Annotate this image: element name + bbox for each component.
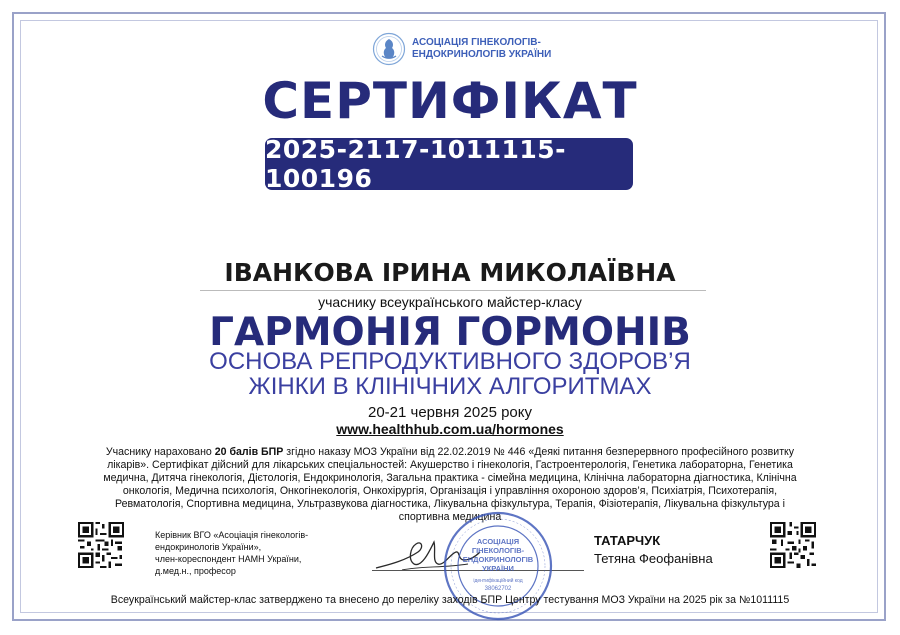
head-line-4: д.мед.н., професор [155, 566, 236, 576]
stamp-center-4: УКРАЇНИ [482, 564, 514, 573]
course-subtitle [0, 349, 900, 399]
signer-name: Тетяна Феофанівна [594, 551, 713, 566]
course-title: ГАРМОНІЯ ГОРМОНІВ [209, 310, 691, 355]
stamp-center-3: ЕНДОКРИНОЛОГІВ [462, 555, 534, 564]
course-url[interactable]: www.healthhub.com.ua/hormones [336, 421, 564, 437]
certificate-number: 2025-2117-1011115-100196 [265, 135, 567, 193]
stamp-center-1: АСОЦІАЦІЯ [476, 537, 520, 546]
head-of-association-info [155, 529, 330, 577]
course-subtitle-line-2: ЖІНКИ В КЛІНІЧНИХ АЛГОРИТМАХ [248, 373, 652, 400]
name-divider [200, 290, 706, 291]
signer-surname: ТАТАРЧУК [594, 533, 661, 548]
footer-approval-note: Всеукраїнський майстер-клас затверджено та внесено до переліку заходів БПР Центру тестування МОЗ України на 2025 рік за №1011115 [110, 594, 790, 606]
certificate-number-badge [265, 135, 633, 193]
association-emblem-icon [372, 32, 406, 66]
head-line-3: член-кореспондент НАМН України, [155, 554, 302, 564]
association-logo [372, 32, 551, 66]
stamp-center-2: ГІНЕКОЛОГІВ- [471, 546, 525, 555]
course-subtitle-line-1: ОСНОВА РЕПРОДУКТИВНОГО ЗДОРОВ’Я [209, 348, 691, 375]
course-date: 20-21 червня 2025 року [367, 404, 533, 421]
head-line-2: ендокринологів України», [155, 542, 262, 552]
qr-code-left[interactable] [78, 522, 124, 568]
body-rest: згідно наказу МОЗ України від 22.02.2019 № 446 «Деякі питання безперервного професійного розвитку лікарів». Сертифікат дійсний для лікарських спеціальностей: Акушерство і гінекологія, Гастроентерологія, Генетика лабораторна, Генетика медична, Дитяча гінекологія, Дієтологія, Ендокринологія, Загальна практика - сімейна медицина, Клінічна лабораторна діагностика, Клінічна онкологія, Медична психологія, Онкогінекологія, Онкохірургія, Організація і управління охороною здоров’я, Психіатрія, Психотерапія, Ревматологія, Спортивна медицина, Ультразвукова діагностика, Лікувальна фізкультура, Терапія, Фізіотерапія, Лікувальна фізкультура і спортивна медицина [103, 446, 797, 523]
stamp-code: 38062702 [484, 586, 512, 592]
qr-code-right[interactable] [770, 522, 816, 568]
stamp-code-label: ідентифікаційний код [473, 578, 523, 584]
body-points: 20 балів БПР [214, 446, 284, 458]
head-line-1: Керівник ВГО «Асоціація гінекологів- [155, 530, 309, 540]
logo-line-2: ЕНДОКРИНОЛОГІВ УКРАЇНИ [412, 49, 552, 60]
body-prefix: Учаснику нараховано [105, 446, 215, 458]
recipient-role: учаснику всеукраїнського майстер-класу [318, 294, 582, 310]
recipient-name: ІВАНКОВА ІРИНА МИКОЛАЇВНА [224, 258, 676, 287]
logo-line-1: АСОЦІАЦІЯ ГІНЕКОЛОГІВ- [412, 37, 541, 48]
certificate-title: СЕРТИФІКАТ [262, 72, 638, 130]
